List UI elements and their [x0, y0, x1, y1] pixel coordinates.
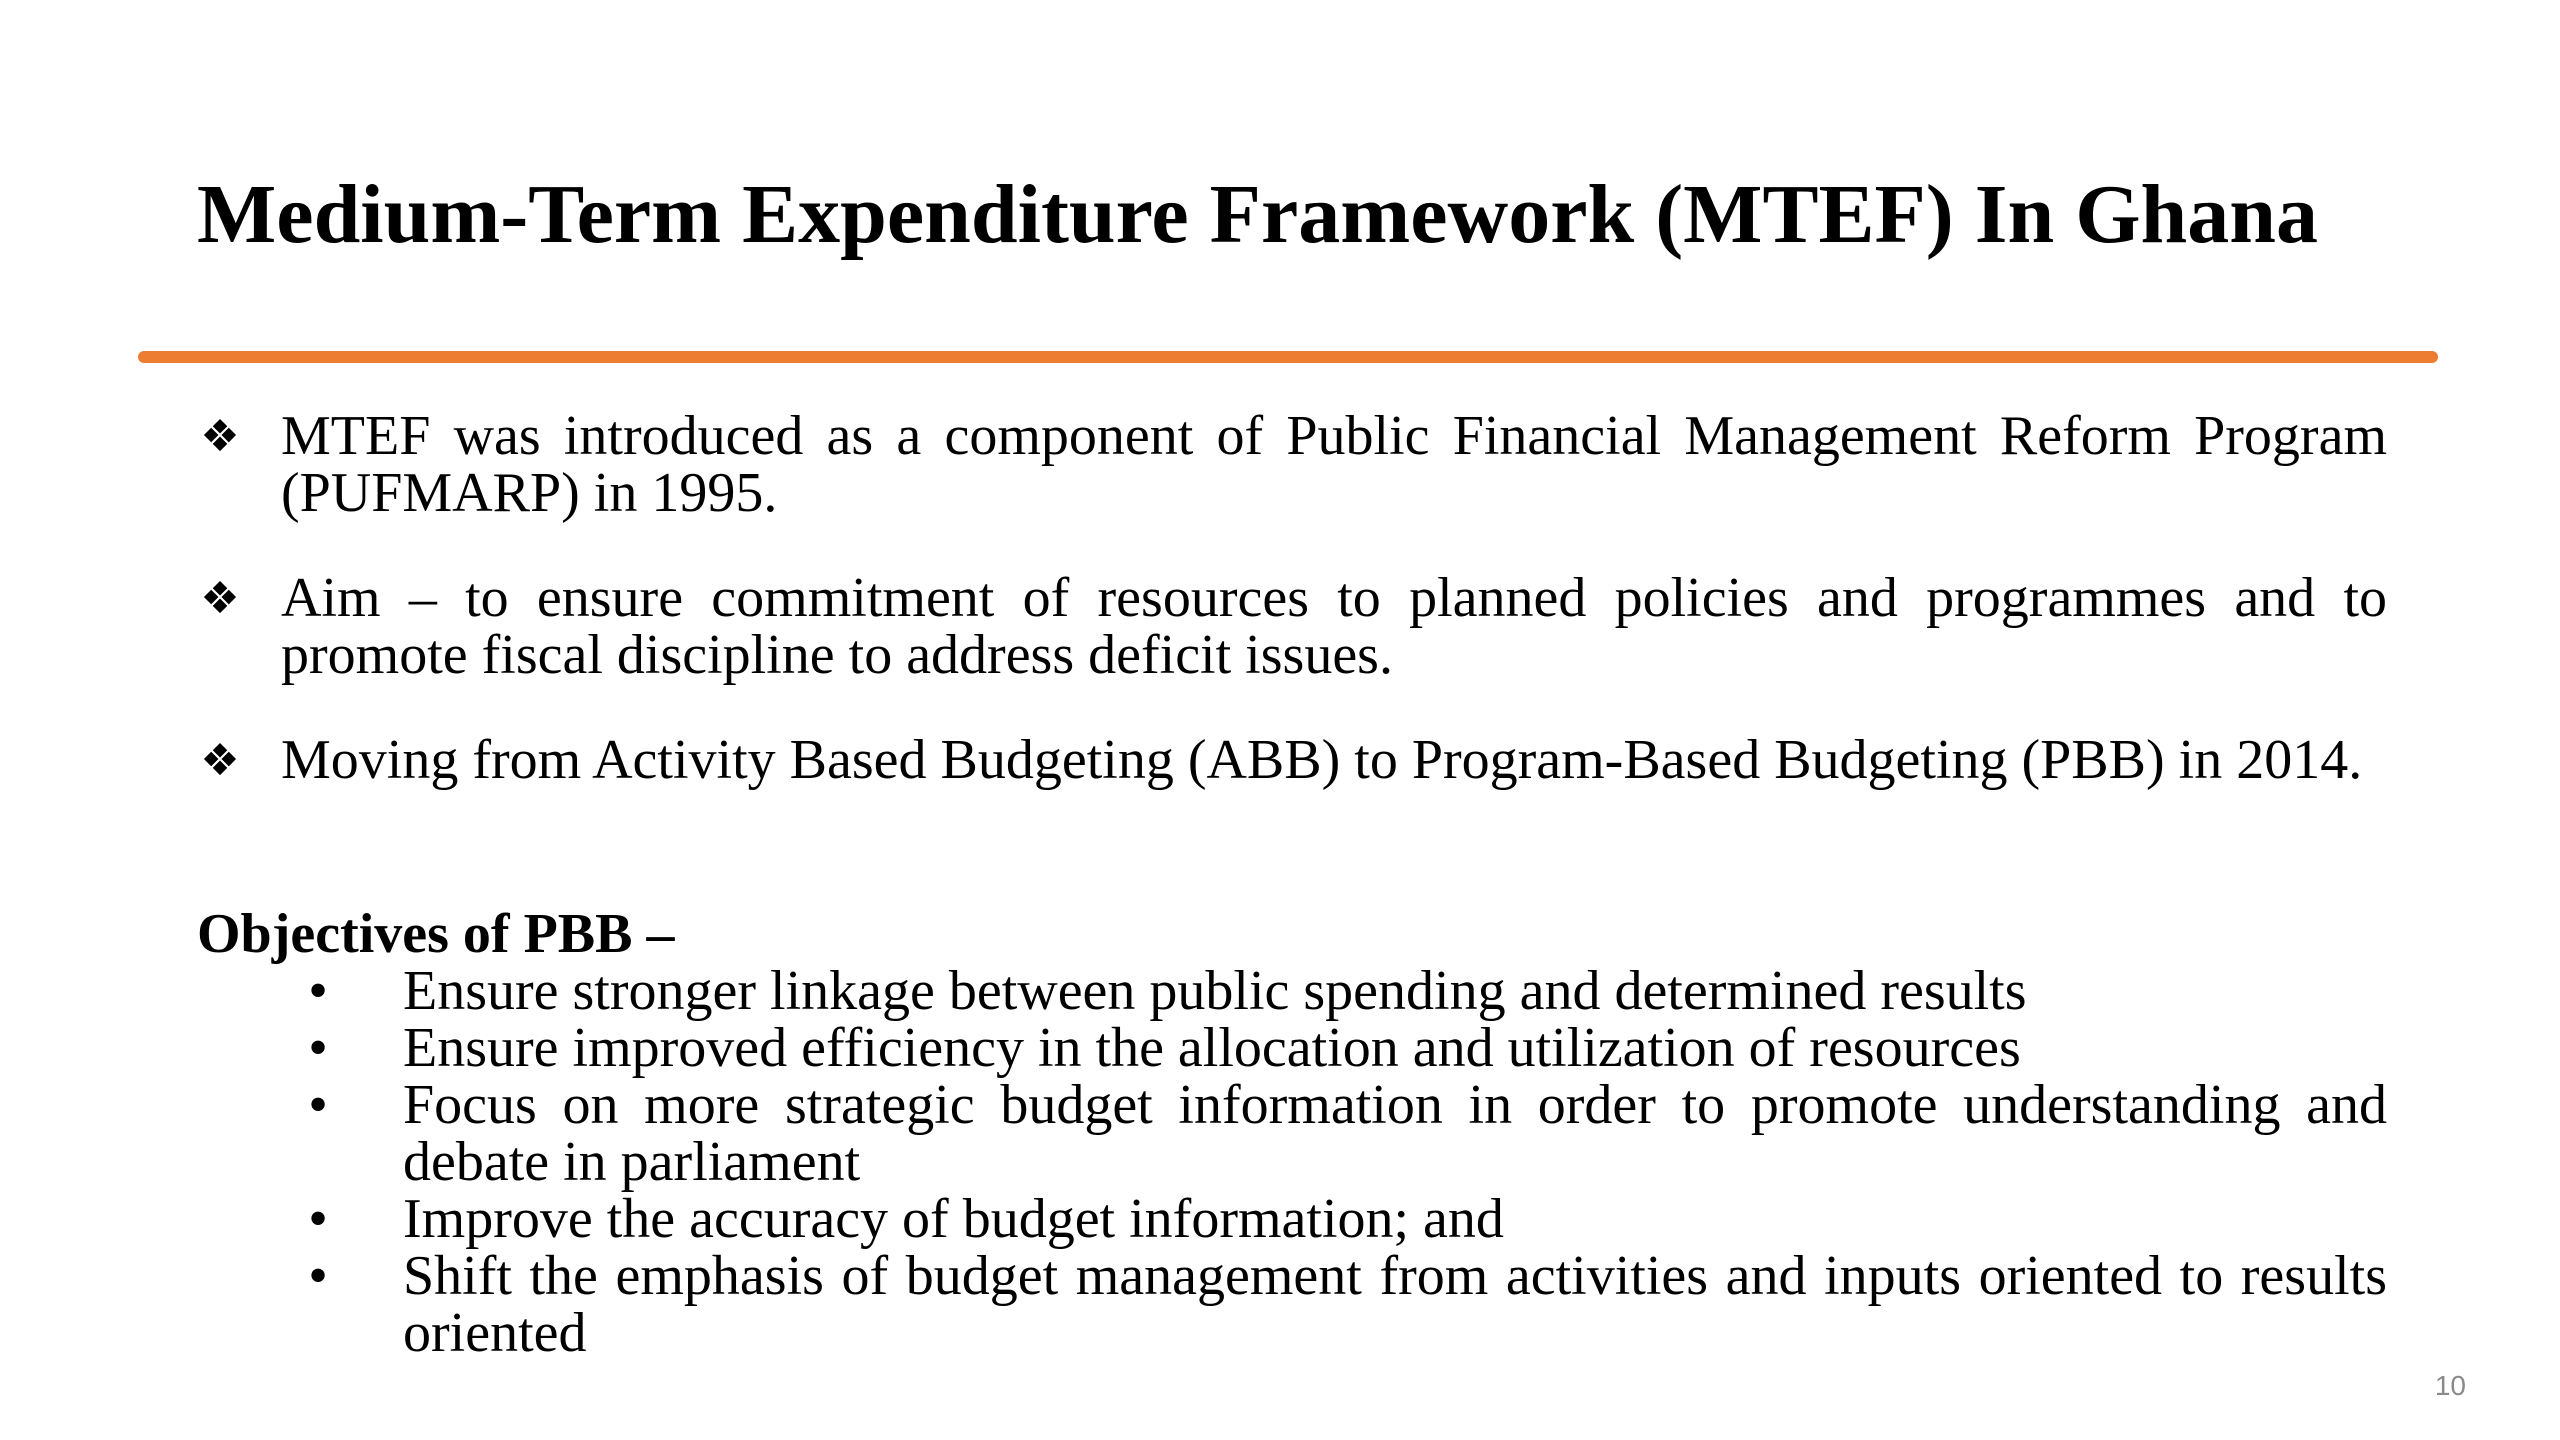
- main-bullet-list: [197, 405, 2387, 837]
- dot-bullet-icon: •: [308, 1074, 328, 1136]
- bullet-text: MTEF was introduced as a component of Public Financial Management Reform Program (PUFMARP) in 1995.: [281, 405, 2387, 524]
- bullet-item: [197, 729, 2387, 791]
- title-divider: [138, 351, 2438, 363]
- objective-text: Shift the emphasis of budget management from activities and inputs oriented to results oriented: [403, 1245, 2387, 1364]
- slide-title: Medium-Term Expenditure Framework (MTEF) In Ghana: [197, 168, 2318, 261]
- objective-text: Improve the accuracy of budget information; and: [403, 1188, 1504, 1250]
- bullet-item: [197, 405, 2387, 524]
- dot-bullet-icon: •: [308, 960, 328, 1022]
- objective-item: [197, 1245, 2387, 1364]
- objectives-heading: Objectives of PBB –: [197, 903, 675, 965]
- objective-item: [197, 960, 2387, 1022]
- bullet-item: [197, 567, 2387, 686]
- objective-text: Ensure stronger linkage between public spending and determined results: [403, 960, 2027, 1022]
- objective-item: [197, 1017, 2387, 1079]
- dot-bullet-icon: •: [308, 1188, 328, 1250]
- dot-bullet-icon: •: [308, 1017, 328, 1079]
- diamond-bullet-icon: ❖: [200, 411, 240, 462]
- objective-text: Focus on more strategic budget information in order to promote understanding and debate in parliament: [403, 1074, 2387, 1193]
- objective-item: [197, 1188, 2387, 1250]
- dot-bullet-icon: •: [308, 1245, 328, 1307]
- slide-number: 10: [2434, 1370, 2466, 1401]
- bullet-text: Moving from Activity Based Budgeting (ABB) to Program-Based Budgeting (PBB) in 2014.: [281, 729, 2363, 791]
- diamond-bullet-icon: ❖: [200, 735, 240, 786]
- objective-item: [197, 1074, 2387, 1193]
- objective-text: Ensure improved efficiency in the allocation and utilization of resources: [403, 1017, 2021, 1079]
- diamond-bullet-icon: ❖: [200, 573, 240, 624]
- objectives-list: [197, 960, 2387, 1364]
- bullet-text: Aim – to ensure commitment of resources to planned policies and programmes and to promote fiscal discipline to address deficit issues.: [281, 567, 2387, 686]
